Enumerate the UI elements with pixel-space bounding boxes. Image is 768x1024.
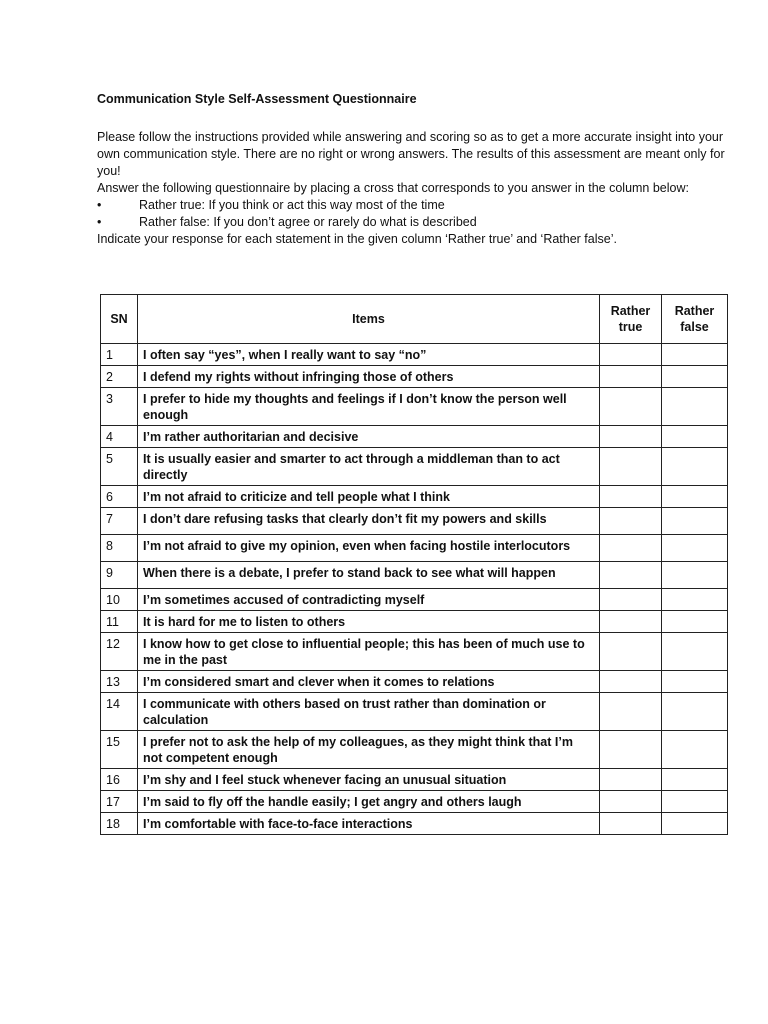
rather-true-cell[interactable] — [600, 426, 662, 448]
rather-true-cell[interactable] — [600, 633, 662, 671]
row-item: I’m shy and I feel stuck whenever facing an unusual situation — [138, 769, 600, 791]
table-row — [101, 426, 728, 448]
questionnaire-table — [100, 294, 728, 835]
table-row — [101, 589, 728, 611]
row-sn: 18 — [101, 813, 138, 835]
table-row — [101, 535, 728, 562]
table-row — [101, 791, 728, 813]
table-row — [101, 611, 728, 633]
header-rather-false: Rather false — [662, 295, 728, 344]
page-title: Communication Style Self-Assessment Questionnaire — [97, 92, 417, 106]
rather-false-cell[interactable] — [662, 448, 728, 486]
indicate-paragraph: Indicate your response for each statement in the given column ‘Rather true’ and ‘Rather false’. — [97, 232, 617, 246]
row-sn: 2 — [101, 366, 138, 388]
table-row — [101, 633, 728, 671]
table-row — [101, 486, 728, 508]
rather-true-cell[interactable] — [600, 562, 662, 589]
header-sn: SN — [101, 295, 138, 344]
table-row — [101, 562, 728, 589]
row-item: I’m rather authoritarian and decisive — [138, 426, 600, 448]
rather-false-cell[interactable] — [662, 486, 728, 508]
rather-false-cell[interactable] — [662, 731, 728, 769]
document-body — [97, 91, 737, 248]
row-item: I defend my rights without infringing those of others — [138, 366, 600, 388]
rather-false-cell[interactable] — [662, 508, 728, 535]
row-item: I communicate with others based on trust rather than domination or calculation — [138, 693, 600, 731]
bullet-text: Rather false: If you don’t agree or rarely do what is described — [139, 215, 477, 229]
row-sn: 11 — [101, 611, 138, 633]
bullet-marker: • — [97, 215, 102, 229]
rather-false-cell[interactable] — [662, 426, 728, 448]
rather-false-cell[interactable] — [662, 671, 728, 693]
rather-true-cell[interactable] — [600, 813, 662, 835]
rather-false-cell[interactable] — [662, 611, 728, 633]
row-sn: 6 — [101, 486, 138, 508]
row-item: I’m considered smart and clever when it comes to relations — [138, 671, 600, 693]
row-item: I prefer to hide my thoughts and feelings if I don’t know the person well enough — [138, 388, 600, 426]
bullet-rather-false — [97, 214, 737, 231]
rather-false-cell[interactable] — [662, 589, 728, 611]
row-sn: 12 — [101, 633, 138, 671]
row-sn: 13 — [101, 671, 138, 693]
table-row — [101, 366, 728, 388]
table-row — [101, 671, 728, 693]
table-header-row — [101, 295, 728, 344]
instruction-paragraph: Answer the following questionnaire by placing a cross that corresponds to you answer in the column below: — [97, 181, 689, 195]
row-sn: 10 — [101, 589, 138, 611]
row-sn: 5 — [101, 448, 138, 486]
rather-true-cell[interactable] — [600, 731, 662, 769]
rather-true-cell[interactable] — [600, 671, 662, 693]
row-item: I’m said to fly off the handle easily; I get angry and others laugh — [138, 791, 600, 813]
table-row — [101, 813, 728, 835]
row-item: I prefer not to ask the help of my colleagues, as they might think that I’m not competent enough — [138, 731, 600, 769]
bullet-marker: • — [97, 198, 102, 212]
header-items: Items — [138, 295, 600, 344]
row-sn: 16 — [101, 769, 138, 791]
row-item: I’m sometimes accused of contradicting myself — [138, 589, 600, 611]
rather-true-cell[interactable] — [600, 693, 662, 731]
rather-false-cell[interactable] — [662, 693, 728, 731]
row-sn: 14 — [101, 693, 138, 731]
rather-false-cell[interactable] — [662, 344, 728, 366]
row-sn: 1 — [101, 344, 138, 366]
row-sn: 8 — [101, 535, 138, 562]
row-item: I often say “yes”, when I really want to say “no” — [138, 344, 600, 366]
rather-true-cell[interactable] — [600, 611, 662, 633]
rather-true-cell[interactable] — [600, 508, 662, 535]
rather-false-cell[interactable] — [662, 535, 728, 562]
rather-false-cell[interactable] — [662, 633, 728, 671]
row-item: I’m comfortable with face-to-face interactions — [138, 813, 600, 835]
table-row — [101, 344, 728, 366]
row-item: It is hard for me to listen to others — [138, 611, 600, 633]
table-row — [101, 388, 728, 426]
row-item: It is usually easier and smarter to act through a middleman than to act directly — [138, 448, 600, 486]
bullet-rather-true — [97, 197, 737, 214]
row-item: I’m not afraid to criticize and tell people what I think — [138, 486, 600, 508]
row-sn: 4 — [101, 426, 138, 448]
table-row — [101, 448, 728, 486]
rather-true-cell[interactable] — [600, 344, 662, 366]
table-row — [101, 731, 728, 769]
rather-false-cell[interactable] — [662, 366, 728, 388]
bullet-text: Rather true: If you think or act this way most of the time — [139, 198, 445, 212]
row-sn: 7 — [101, 508, 138, 535]
rather-true-cell[interactable] — [600, 388, 662, 426]
rather-true-cell[interactable] — [600, 366, 662, 388]
intro-paragraph: Please follow the instructions provided while answering and scoring so as to get a more accurate insight into your own communication style. There are no right or wrong answers. The results of this assessment are meant only for you! — [97, 130, 725, 178]
rather-false-cell[interactable] — [662, 562, 728, 589]
rather-true-cell[interactable] — [600, 486, 662, 508]
row-sn: 9 — [101, 562, 138, 589]
rather-true-cell[interactable] — [600, 589, 662, 611]
row-item: I don’t dare refusing tasks that clearly don’t fit my powers and skills — [138, 508, 600, 535]
rather-false-cell[interactable] — [662, 813, 728, 835]
rather-true-cell[interactable] — [600, 535, 662, 562]
table-row — [101, 508, 728, 535]
row-sn: 3 — [101, 388, 138, 426]
header-rather-true: Rather true — [600, 295, 662, 344]
table-row — [101, 769, 728, 791]
rather-true-cell[interactable] — [600, 791, 662, 813]
rather-false-cell[interactable] — [662, 791, 728, 813]
table-row — [101, 693, 728, 731]
rather-true-cell[interactable] — [600, 448, 662, 486]
rather-false-cell[interactable] — [662, 388, 728, 426]
rather-true-cell[interactable] — [600, 769, 662, 791]
row-item: When there is a debate, I prefer to stand back to see what will happen — [138, 562, 600, 589]
row-item: I’m not afraid to give my opinion, even when facing hostile interlocutors — [138, 535, 600, 562]
row-item: I know how to get close to influential people; this has been of much use to me in the past — [138, 633, 600, 671]
row-sn: 17 — [101, 791, 138, 813]
row-sn: 15 — [101, 731, 138, 769]
rather-false-cell[interactable] — [662, 769, 728, 791]
